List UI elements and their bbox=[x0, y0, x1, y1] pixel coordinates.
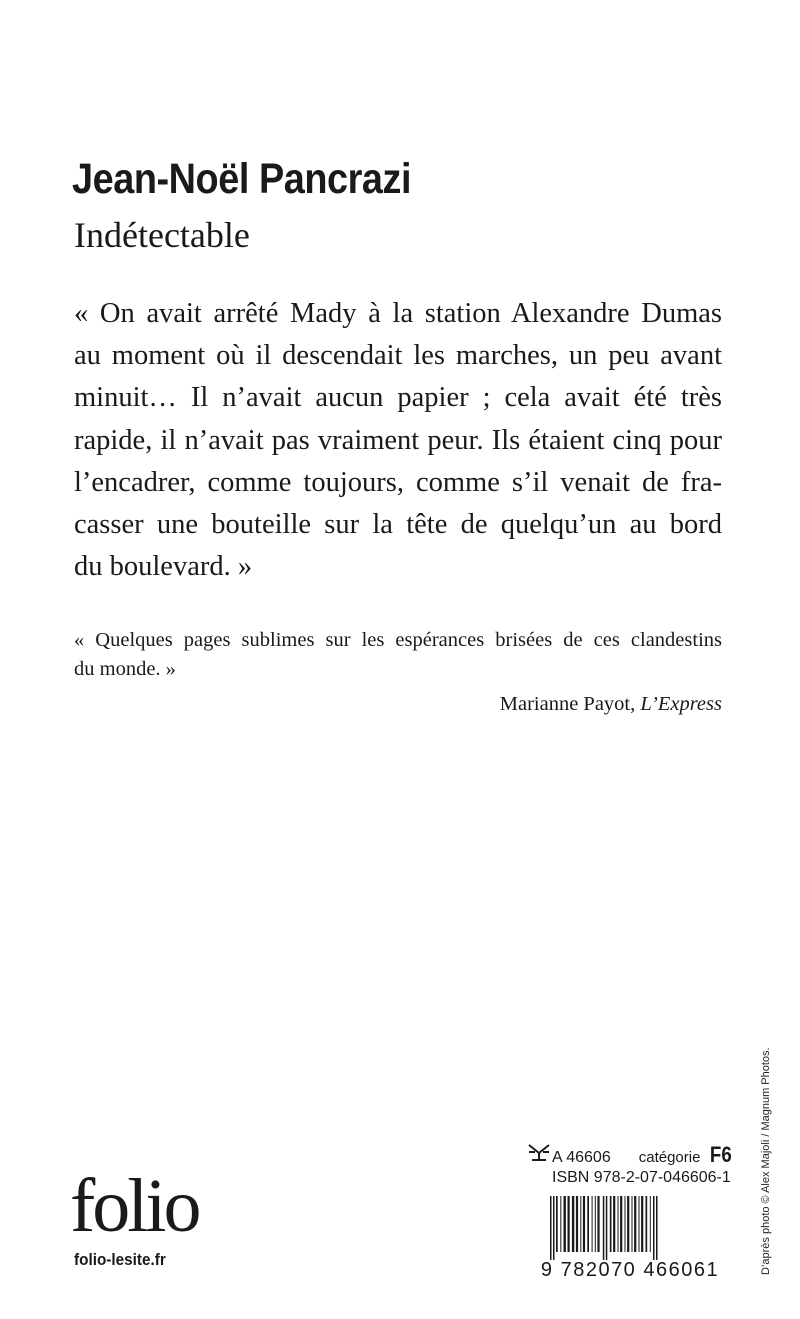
folio-symbol-icon bbox=[526, 1142, 552, 1162]
barcode-bar bbox=[613, 1196, 615, 1252]
category-label: catégorie bbox=[638, 1149, 701, 1166]
excerpt-line: minuit… Il n’avait aucun papier ; cela avait été très bbox=[74, 382, 722, 414]
publication-name: L’Express bbox=[640, 693, 722, 715]
review-quote-line: « Quelques pages sublimes sur les espérances brisées de ces clandestins bbox=[74, 629, 722, 651]
barcode-bar bbox=[595, 1196, 596, 1252]
review-quote bbox=[74, 626, 722, 684]
barcode-bar bbox=[550, 1196, 552, 1260]
barcode-bar bbox=[583, 1196, 585, 1252]
barcode-digits: 9 782070 466061 bbox=[540, 1259, 720, 1280]
barcode-bar bbox=[650, 1196, 651, 1252]
excerpt-line: casser une bouteille sur la tête de quelqu’un au bord bbox=[74, 509, 722, 541]
barcode-bar bbox=[606, 1196, 608, 1260]
barcode-bar bbox=[625, 1196, 626, 1252]
barcode-bar bbox=[656, 1196, 658, 1260]
barcode-bar bbox=[568, 1196, 570, 1252]
excerpt-line: au moment où il descendait les marches, un peu avant bbox=[74, 340, 722, 372]
barcode-bar bbox=[632, 1196, 633, 1252]
barcode-bar bbox=[603, 1196, 605, 1260]
isbn-number: ISBN 978-2-07-046606-1 bbox=[552, 1169, 731, 1186]
article-code-row bbox=[526, 1142, 734, 1168]
barcode-bar bbox=[556, 1196, 558, 1252]
barcode-bar bbox=[641, 1196, 643, 1252]
barcode-bar bbox=[576, 1196, 578, 1252]
review-attribution bbox=[500, 693, 722, 716]
barcode-bar bbox=[610, 1196, 612, 1252]
barcode-bar bbox=[653, 1196, 655, 1260]
barcode-bar bbox=[580, 1196, 581, 1252]
barcode-bar bbox=[572, 1196, 574, 1252]
barcode-bar bbox=[646, 1196, 648, 1252]
barcode-bar bbox=[553, 1196, 555, 1260]
barcode-bar bbox=[639, 1196, 640, 1252]
barcode-bar bbox=[587, 1196, 589, 1252]
article-number: A 46606 bbox=[552, 1149, 611, 1166]
book-title: Indétectable bbox=[74, 215, 250, 255]
barcode-bar bbox=[560, 1196, 561, 1252]
barcode-bar bbox=[620, 1196, 622, 1252]
excerpt-paragraph bbox=[74, 293, 722, 588]
review-quote-line: du monde. » bbox=[74, 658, 176, 680]
excerpt-line: rapide, il n’avait pas vraiment peur. Ils étaient cinq pour bbox=[74, 424, 722, 456]
barcode bbox=[530, 1196, 725, 1280]
barcode-bar bbox=[564, 1196, 566, 1252]
publisher-website: folio-lesite.fr bbox=[74, 1250, 166, 1269]
barcode-bar bbox=[634, 1196, 636, 1252]
barcode-bar bbox=[597, 1196, 599, 1252]
excerpt-line: l’encadrer, comme toujours, comme s’il venait de fra- bbox=[74, 466, 722, 498]
category-value: F6 bbox=[710, 1142, 733, 1167]
excerpt-line: « On avait arrêté Mady à la station Alexandre Dumas bbox=[74, 298, 722, 329]
author-name: Jean-Noël Pancrazi bbox=[72, 155, 412, 203]
barcode-bar bbox=[627, 1196, 629, 1252]
folio-logo: folio bbox=[70, 1164, 199, 1248]
photo-credit: D’après photo © Alex Majoli / Magnum Photos. bbox=[760, 1047, 772, 1275]
barcode-bar bbox=[618, 1196, 619, 1252]
excerpt-line: du boulevard. » bbox=[74, 551, 253, 583]
barcode-bars bbox=[550, 1196, 658, 1260]
reviewer-name: Marianne Payot, bbox=[499, 693, 636, 715]
barcode-bar bbox=[592, 1196, 593, 1252]
